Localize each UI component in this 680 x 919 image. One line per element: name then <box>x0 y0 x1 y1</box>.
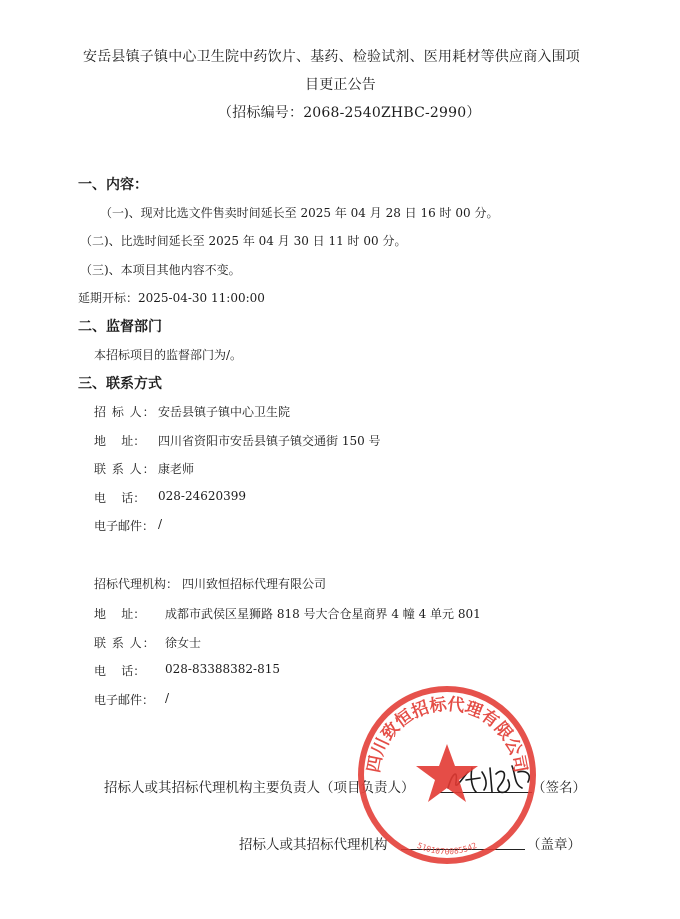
agency-value: 四川致恒招标代理有限公司 <box>182 577 327 591</box>
tenderer-value: 安岳县镇子镇中心卫生院 <box>158 405 291 419</box>
contact-label: 联 系 人： <box>94 462 156 476</box>
phone-label: 电 话： <box>94 491 146 505</box>
section3-heading: 三、联系方式 <box>78 376 162 392</box>
address-value: 四川省资阳市安岳县镇子镇交通街 150 号 <box>158 434 381 448</box>
agency-contact-label: 联 系 人： <box>94 636 156 650</box>
section1-item3: （三)、本项目其他内容不变。 <box>80 263 241 277</box>
phone-value: 028-24620399 <box>158 489 247 503</box>
signature-line1-prefix: 招标人或其招标代理机构主要负责人（项目负责人） <box>104 780 415 796</box>
agency-phone-label: 电 话： <box>94 664 146 678</box>
agency-label: 招标代理机构： <box>94 577 179 591</box>
agency-email-value: / <box>165 691 170 705</box>
document-title-line1: 安岳县镇子镇中心卫生院中药饮片、基药、检验试剂、医用耗材等供应商入围项 <box>83 49 580 65</box>
svg-text:四川致恒招标代理有限公司: 四川致恒招标代理有限公司 <box>363 694 531 775</box>
contact-value: 康老师 <box>158 462 195 476</box>
section1-item1: （一)、现对比选文件售卖时间延长至 2025 年 04 月 28 日 16 时 00 分。 <box>100 206 499 220</box>
section2-heading: 二、监督部门 <box>78 319 162 335</box>
section1-item2: （二)、比选时间延长至 2025 年 04 月 30 日 11 时 00 分。 <box>80 234 407 248</box>
company-seal <box>352 680 542 870</box>
section1-heading: 一、内容： <box>78 177 148 193</box>
bid-number: （招标编号：2068-2540ZHBC-2990） <box>218 105 481 121</box>
agency-contact-value: 徐女士 <box>165 636 202 650</box>
agency-address-value: 成都市武侯区星狮路 818 号大合仓星商界 4 幢 4 单元 801 <box>165 607 481 621</box>
address-label: 地 址： <box>94 434 146 448</box>
agency-address-label: 地 址： <box>94 607 146 621</box>
document-title-line2: 目更正公告 <box>305 77 376 93</box>
supervision-text: 本招标项目的监督部门为/。 <box>94 348 243 362</box>
email-label: 电子邮件： <box>94 519 155 533</box>
signature-line2-suffix: （盖章） <box>527 837 581 853</box>
opening-time: 延期开标：2025-04-30 11:00:00 <box>78 291 265 305</box>
agency-phone-value: 028-83388382-815 <box>165 662 280 676</box>
signature-line2-prefix: 招标人或其招标代理机构 <box>239 837 388 853</box>
tenderer-label: 招 标 人： <box>94 405 156 419</box>
agency-email-label: 电子邮件： <box>94 693 155 707</box>
signature-line1-suffix: （签名） <box>532 780 586 796</box>
svg-text:5101070085542: 5101070085542 <box>415 840 479 857</box>
email-value: / <box>158 517 163 531</box>
